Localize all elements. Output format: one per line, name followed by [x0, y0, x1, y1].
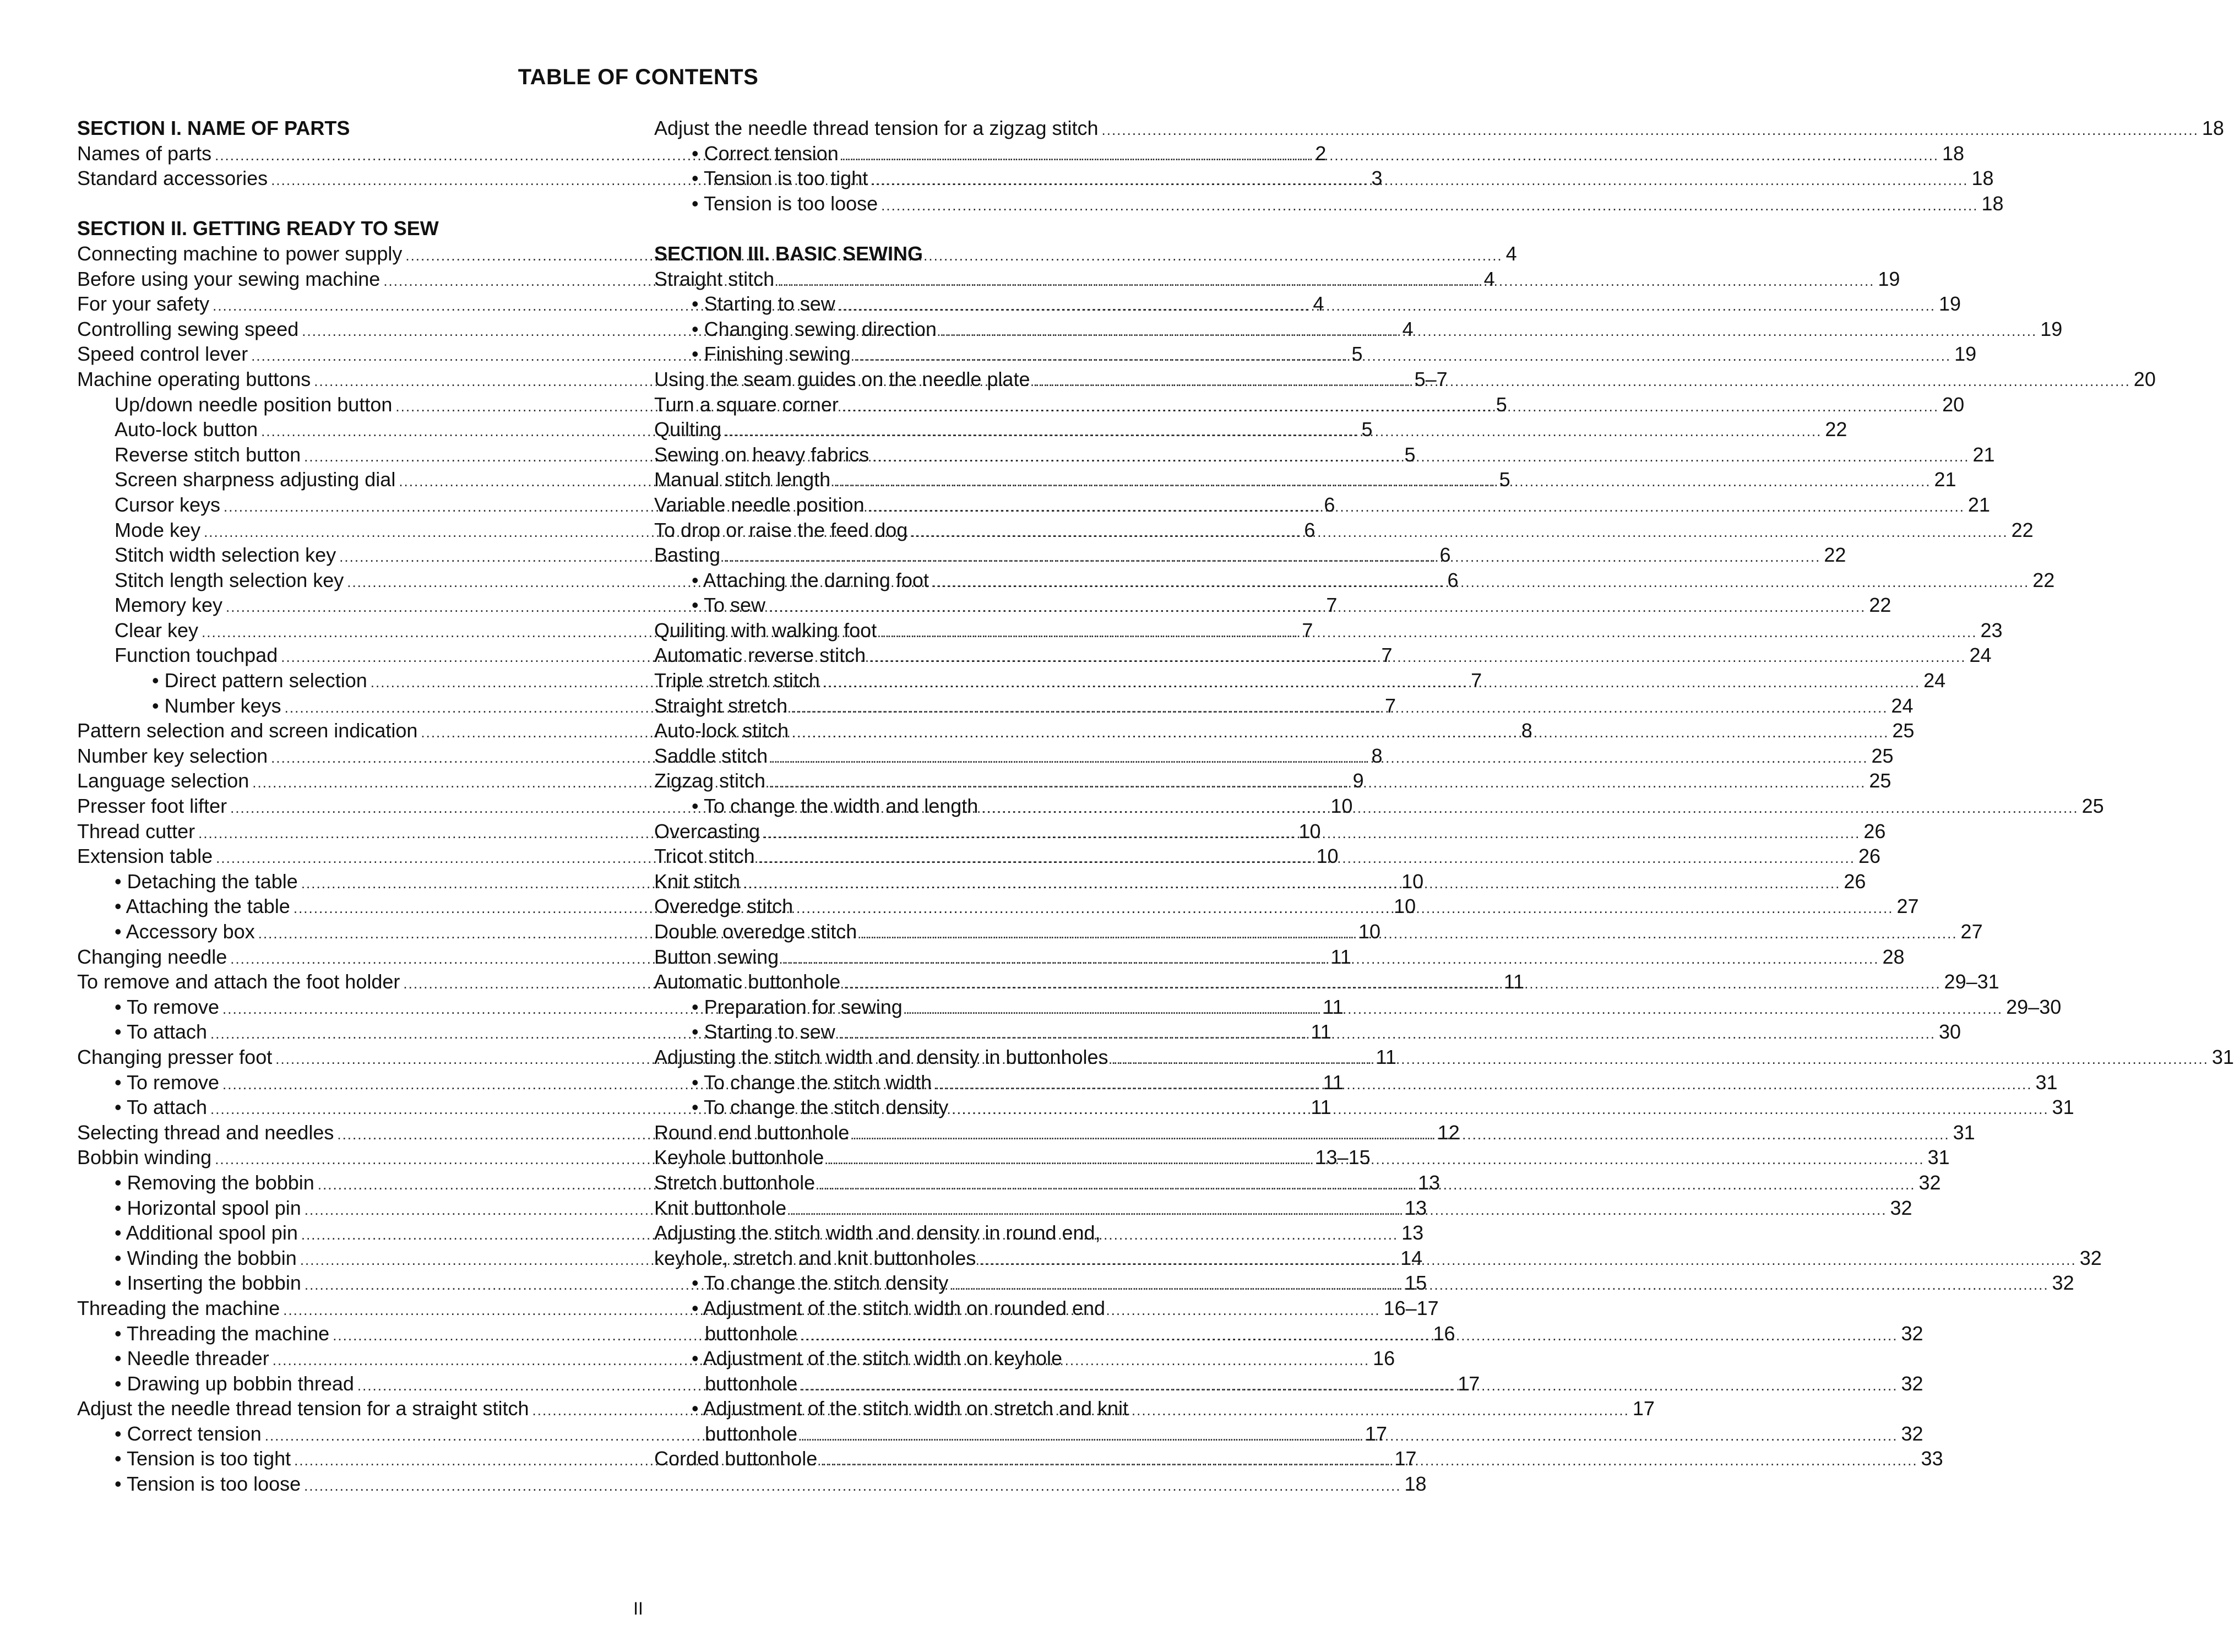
toc-entry-label: • Direct pattern selection: [152, 669, 367, 692]
dot-leader: [935, 1072, 2032, 1097]
toc-entry-label: • Starting to sew: [692, 292, 835, 316]
toc-entry-label: • Tension is too tight: [692, 167, 868, 190]
toc-entry-label: • Correct tension: [115, 1422, 262, 1445]
dot-leader: [801, 1373, 1898, 1399]
dot-leader: [844, 971, 1941, 997]
toc-entry-label: Stretch buttonhole: [654, 1171, 816, 1194]
toc-entry-page: 13–15: [1315, 1146, 1371, 1169]
section-heading: [654, 241, 1197, 267]
toc-entry-page: 5: [1404, 443, 1416, 466]
toc-entry-page: 24: [1891, 694, 1914, 717]
toc-entry-continued: [654, 1346, 1197, 1371]
toc-entry-page: 7: [1381, 644, 1393, 667]
toc-entry-page: 24: [1969, 644, 1992, 667]
toc-entry-page: 32: [2052, 1271, 2074, 1295]
toc-entry-page: 31: [1953, 1121, 1975, 1144]
toc-entry-label: • Preparation for sewing: [692, 995, 903, 1018]
toc-entry-page: 19: [1939, 292, 1961, 316]
dot-leader: [771, 746, 1868, 771]
toc-entry-label: Bobbin winding: [77, 1146, 212, 1169]
toc-entry-label: Presser foot lifter: [77, 795, 227, 818]
toc-entry-page: 8: [1521, 719, 1532, 742]
toc-entry-page: 21: [1972, 443, 1995, 466]
toc-entry-page: 13: [1418, 1171, 1441, 1194]
dot-leader: [834, 469, 1931, 494]
section-gap: [654, 216, 1197, 241]
dot-leader: [778, 269, 1874, 294]
toc-entry-page: 5: [1496, 393, 1507, 416]
toc-entry-label: Changing needle: [77, 945, 227, 968]
toc-entry-label: Auto-lock button: [115, 418, 258, 441]
toc-entry-page: 27: [1896, 895, 1919, 918]
toc-entry: [654, 542, 1846, 568]
toc-entry-label: Corded buttonhole: [654, 1447, 818, 1470]
toc-entry-label: Speed control lever: [77, 343, 248, 366]
toc-entry-label: To drop or raise the feed dog: [654, 518, 908, 541]
toc-entry-label: Function touchpad: [115, 644, 278, 667]
toc-entry-label: Screen sharpness adjusting dial: [115, 468, 396, 491]
toc-entry-label: Overcasting: [654, 819, 760, 843]
dot-leader: [872, 444, 1969, 470]
toc-entry: [654, 718, 1915, 743]
toc-entry-label: • Attaching the darning foot: [692, 568, 929, 591]
toc-entry-page: 11: [1503, 970, 1525, 993]
toc-entry-label: • To change the stitch width: [692, 1070, 932, 1094]
toc-entry-page: 8: [1371, 744, 1383, 767]
toc-entry: [654, 618, 2003, 643]
toc-entry-page: 13: [1401, 1221, 1424, 1245]
toc-entry-label: SECTION I. NAME OF PARTS: [77, 117, 350, 139]
toc-entry-page: 29–31: [1944, 970, 1999, 993]
toc-entry: [77, 1471, 1427, 1497]
toc-entry-page: 4: [1483, 267, 1495, 290]
toc-entry: [654, 768, 1891, 794]
dot-leader: [1033, 369, 2130, 394]
toc-entry-page: 2: [1315, 142, 1327, 165]
toc-entry: [654, 693, 1914, 719]
toc-entry-page: 17: [1632, 1397, 1655, 1420]
toc-entry-page: 13: [1405, 1196, 1427, 1219]
toc-entry-page: 3: [1371, 167, 1383, 190]
toc-entry-page: 32: [1901, 1372, 1923, 1395]
dot-leader: [724, 545, 1820, 570]
toc-entry-label: Quiliting with walking foot: [654, 618, 877, 642]
dot-leader: [911, 520, 2008, 545]
toc-entry-page: 32: [1901, 1322, 1923, 1345]
toc-entry: [654, 442, 1995, 468]
toc-entry-page: 10: [1358, 920, 1381, 943]
toc-entry-page: 7: [1471, 669, 1482, 692]
toc-entry-label: For your safety: [77, 292, 210, 316]
toc-entry-page: 16–17: [1383, 1296, 1439, 1319]
dot-leader: [790, 1198, 1887, 1223]
toc-entry-label: • Horizontal spool pin: [115, 1196, 301, 1219]
toc-entry-label: • To change the stitch density: [692, 1096, 949, 1119]
toc-entry-label: Button sewing: [654, 945, 779, 968]
dot-leader: [769, 595, 1866, 620]
dot-leader: [820, 1448, 1917, 1474]
toc-entry-page: 7: [1326, 594, 1338, 617]
toc-entry-label: Clear key: [115, 618, 199, 642]
dot-leader: [842, 143, 1939, 169]
toc-entry: [654, 643, 1992, 668]
toc-entry-page: 4: [1402, 317, 1414, 340]
toc-entry-label: Thread cutter: [77, 819, 195, 843]
toc-entry-page: 31: [2035, 1070, 2058, 1094]
toc-entry-page: 10: [1394, 895, 1416, 918]
toc-entry-page: 11: [1311, 1096, 1331, 1119]
toc-entry-page: 26: [1858, 845, 1881, 868]
toc-entry-label: To remove and attach the foot holder: [77, 970, 400, 993]
dot-leader: [763, 821, 1860, 846]
toc-entry: [654, 492, 1990, 518]
dot-leader: [782, 947, 1879, 972]
dot-leader: [769, 770, 1866, 796]
toc-entry-page: 21: [1967, 493, 1990, 516]
toc-entry-label: buttonhole: [705, 1422, 798, 1445]
toc-entry: [654, 467, 1956, 492]
toc-entry-page: 31: [1927, 1146, 1950, 1169]
toc-entry-page: 4: [1313, 292, 1324, 316]
toc-entry-label: • Additional spool pin: [115, 1221, 298, 1245]
dot-leader: [852, 1122, 1949, 1148]
toc-entry-label: • Accessory box: [115, 920, 255, 943]
toc-entry-label: • Adjustment of the stitch width on stretch and knit: [692, 1397, 1129, 1420]
dot-leader: [869, 645, 1966, 670]
dot-leader: [1102, 118, 2199, 143]
toc-entry-label: Number key selection: [77, 744, 268, 767]
toc-entry-label: • Needle threader: [115, 1347, 269, 1370]
dot-leader: [854, 344, 1951, 369]
dot-leader: [979, 1248, 2076, 1273]
toc-entry-page: 10: [1316, 845, 1339, 868]
toc-entry-label: Turn a square corner: [654, 393, 839, 416]
toc-entry-label: • Changing sewing direction: [692, 317, 937, 340]
toc-entry-label: • Removing the bobbin: [115, 1171, 314, 1194]
dot-leader: [871, 168, 1968, 193]
dot-leader: [818, 1172, 1915, 1198]
toc-entry-label: • To attach: [115, 1020, 208, 1044]
toc-entry-page: 31: [2052, 1096, 2074, 1119]
toc-entry-label: Standard accessories: [77, 167, 268, 190]
toc-entry-label: • To remove: [115, 995, 220, 1018]
toc-entry-page: 18: [1942, 142, 1965, 165]
toc-entry-page: 6: [1324, 493, 1335, 516]
toc-entry-label: • Adjustment of the stitch width on keyhole: [692, 1347, 1062, 1370]
dot-leader: [792, 720, 1889, 746]
toc-entry: [654, 267, 1900, 292]
toc-entry: [654, 116, 2224, 141]
toc-entry-label: Auto-lock stitch: [654, 719, 789, 742]
dot-leader: [842, 394, 1939, 420]
toc-entry-label: Adjusting the stitch width and density in buttonholes: [654, 1045, 1108, 1068]
toc-entry-label: Knit stitch: [654, 870, 741, 893]
dot-leader: [1112, 1047, 2209, 1072]
toc-entry-label: Sewing on heavy fabrics: [654, 443, 869, 466]
toc-entry-page: 22: [2032, 568, 2055, 591]
toc-entry-page: 32: [1901, 1422, 1923, 1445]
toc-entry-page: 11: [1311, 1020, 1331, 1044]
toc-entry-label: Memory key: [115, 594, 223, 617]
toc-entry-page: 10: [1401, 870, 1424, 893]
toc-entry-page: 18: [2202, 117, 2224, 139]
toc-entry-page: 26: [1844, 870, 1866, 893]
toc-entry-page: 19: [1954, 343, 1977, 366]
toc-entry-page: 11: [1376, 1045, 1396, 1068]
toc-entry-label: • To remove: [115, 1070, 220, 1094]
toc-entry-page: 17: [1394, 1447, 1417, 1470]
toc-entry-page: 27: [1960, 920, 1983, 943]
toc-entry: [654, 668, 1946, 693]
toc-entry-label: Threading the machine: [77, 1296, 280, 1319]
toc-entry-page: 14: [1400, 1246, 1423, 1269]
toc-entry-label: Round end buttonhole: [654, 1121, 850, 1144]
dot-leader: [725, 419, 1822, 444]
toc-entry-label: Variable needle position: [654, 493, 865, 516]
toc-entry-label: Machine operating buttons: [77, 367, 311, 390]
section-heading: [77, 116, 618, 141]
toc-entry-page: 22: [1824, 544, 1846, 567]
dot-leader: [827, 1147, 1924, 1172]
toc-entry-label: Basting: [654, 544, 721, 567]
toc-entry-page: 20: [2133, 367, 2156, 390]
toc-entry-label: Triple stretch stitch: [654, 669, 820, 692]
toc-entry-page: 25: [1892, 719, 1915, 742]
toc-entry-label: Controlling sewing speed: [77, 317, 299, 340]
toc-entry-label: • Correct tension: [692, 142, 839, 165]
toc-entry-label: • Starting to sew: [692, 1020, 835, 1044]
toc-entry-label: Names of parts: [77, 142, 212, 165]
toc-entry-page: 19: [2040, 317, 2063, 340]
toc-entry-label: Quilting: [654, 418, 722, 441]
dot-leader: [839, 294, 1936, 319]
toc-entry-page: 11: [1323, 1070, 1344, 1094]
toc-entry-label: Keyhole buttonhole: [654, 1146, 824, 1169]
toc-entry-label: Straight stitch: [654, 267, 775, 290]
toc-entry-page: 6: [1447, 568, 1459, 591]
toc-entry-label: Reverse stitch button: [115, 443, 301, 466]
toc-entry-page: 21: [1934, 468, 1956, 491]
toc-entry-label: • Tension is too loose: [692, 192, 878, 215]
toc-entry-label: Up/down needle position button: [115, 393, 393, 416]
dot-leader: [823, 670, 1920, 695]
toc-entry: [654, 166, 1994, 191]
toc-entry-label: keyhole, stretch and knit buttonholes: [654, 1246, 976, 1269]
toc-entry-page: 5: [1361, 418, 1373, 441]
toc-entry: [654, 141, 1965, 166]
dot-leader: [981, 796, 2078, 821]
toc-entry-label: buttonhole: [705, 1322, 798, 1345]
toc-entry: [654, 341, 1977, 367]
dot-leader: [791, 695, 1888, 721]
toc-entry-label: Adjust the needle thread tension for a straight stitch: [77, 1397, 529, 1420]
toc-entry: [654, 518, 2034, 543]
toc-entry-label: Saddle stitch: [654, 744, 768, 767]
toc-entry-label: Adjusting the stitch width and density in round end,: [654, 1221, 1101, 1245]
toc-entry-label: • Finishing sewing: [692, 343, 851, 366]
toc-entry-page: 17: [1458, 1372, 1480, 1395]
toc-entry-page: 33: [1921, 1447, 1943, 1470]
toc-entry-label: • Detaching the table: [115, 870, 298, 893]
dot-leader: [868, 494, 1965, 520]
toc-entry-page: 6: [1304, 518, 1316, 541]
toc-entry-page: 22: [2011, 518, 2034, 541]
toc-entry-page: 25: [1869, 769, 1891, 792]
toc-entry-page: 16: [1433, 1322, 1455, 1345]
toc-entry-page: 22: [1869, 594, 1891, 617]
toc-entry-page: 5: [1351, 343, 1363, 366]
toc-entry-page: 30: [1939, 1020, 1961, 1044]
toc-entry: [654, 191, 2004, 216]
toc-entry-page: 26: [1863, 819, 1886, 843]
toc-entry-continued: [654, 1396, 1197, 1421]
toc-entry: [654, 392, 1965, 417]
toc-entry-label: Stitch length selection key: [115, 568, 344, 591]
toc-entry-label: Overedge stitch: [654, 895, 793, 918]
dot-leader: [932, 570, 2029, 595]
toc-entry-label: Knit buttonhole: [654, 1196, 787, 1219]
toc-entry: [654, 743, 1894, 769]
dot-leader: [801, 1323, 1898, 1349]
toc-entry-page: 18: [1971, 167, 1994, 190]
dot-leader: [952, 1097, 2048, 1122]
page-number: II: [633, 1599, 643, 1618]
toc-entry-page: 6: [1439, 544, 1451, 567]
toc-entry-page: 23: [1980, 618, 2003, 642]
toc-entry-label: • To change the width and length: [692, 795, 979, 818]
toc-entry-label: Changing presser foot: [77, 1045, 273, 1068]
toc-entry-page: 20: [1942, 393, 1965, 416]
toc-entry-label: SECTION III. BASIC SEWING: [654, 242, 923, 265]
toc-entry-label: • Number keys: [152, 694, 281, 717]
toc-entry-page: 10: [1298, 819, 1321, 843]
dot-leader: [743, 871, 1840, 896]
toc-entry-page: 24: [1923, 669, 1946, 692]
dot-leader: [304, 1474, 1401, 1499]
dot-leader: [839, 1021, 1936, 1047]
toc-entry-label: Selecting thread and needles: [77, 1121, 334, 1144]
toc-entry-label: Using the seam guides on the needle plate: [654, 367, 1030, 390]
toc-entry-page: 19: [1878, 267, 1900, 290]
toc-entry: [654, 593, 1891, 618]
toc-entry-page: 4: [1505, 242, 1517, 265]
toc-entry-page: 15: [1405, 1271, 1427, 1295]
toc-entry-label: Zigzag stitch: [654, 769, 766, 792]
toc-entry-label: • Tension is too loose: [115, 1472, 301, 1496]
toc-entry-label: • Threading the machine: [115, 1322, 330, 1345]
toc-entry-page: 32: [1890, 1196, 1912, 1219]
toc-entry-label: buttonhole: [705, 1372, 798, 1395]
toc-entry-page: 29–30: [2006, 995, 2062, 1018]
dot-leader: [801, 1423, 1898, 1449]
dot-leader: [796, 896, 1893, 921]
toc-entry-label: Tricot stitch: [654, 845, 755, 868]
dot-leader: [881, 193, 1978, 219]
toc-entry-page: 5–7: [1414, 367, 1448, 390]
toc-entry-label: Stitch width selection key: [115, 544, 336, 567]
toc-entry-continued: [654, 1220, 1197, 1246]
toc-entry-page: 18: [1404, 1472, 1427, 1496]
page-title: TABLE OF CONTENTS: [518, 65, 759, 89]
dot-leader: [940, 319, 2037, 344]
toc-entry-continued: [654, 1296, 1197, 1321]
toc-entry-page: 18: [1981, 192, 2004, 215]
toc-entry-label: Automatic reverse stitch: [654, 644, 866, 667]
toc-entry-label: SECTION II. GETTING READY TO SEW: [77, 217, 439, 240]
dot-leader: [906, 997, 2003, 1022]
toc-entry-label: Cursor keys: [115, 493, 221, 516]
toc-entry-page: 7: [1302, 618, 1313, 642]
toc-entry-label: Adjust the needle thread tension for a zigzag stitch: [654, 117, 1099, 139]
toc-entry-page: 17: [1365, 1422, 1388, 1445]
toc-entry-label: • Inserting the bobbin: [115, 1271, 301, 1295]
toc-entry: [654, 291, 1961, 317]
toc-entry-page: 31: [2211, 1045, 2234, 1068]
toc-entry: [654, 568, 2055, 593]
toc-entry-label: • Tension is too tight: [115, 1447, 291, 1470]
section-heading: [77, 216, 618, 241]
toc-entry-label: • Attaching the table: [115, 895, 290, 918]
toc-entry-label: Pattern selection and screen indication: [77, 719, 418, 742]
toc-entry-label: • To change the stitch density: [692, 1271, 949, 1295]
toc-entry-label: Connecting machine to power supply: [77, 242, 403, 265]
toc-entry-label: Mode key: [115, 518, 201, 541]
toc-entry: [654, 317, 2063, 342]
toc-entry-label: • To attach: [115, 1096, 208, 1119]
toc-entry-label: Manual stitch length: [654, 468, 831, 491]
toc-entry-label: Double overedge stitch: [654, 920, 857, 943]
toc-entry-page: 10: [1330, 795, 1353, 818]
toc-entry-page: 11: [1330, 945, 1351, 968]
toc-entry-label: • Drawing up bobbin thread: [115, 1372, 354, 1395]
toc-entry-label: Language selection: [77, 769, 249, 792]
toc-entry-label: • Winding the bobbin: [115, 1246, 297, 1269]
toc-entry-label: Extension table: [77, 845, 213, 868]
toc-entry-page: 7: [1384, 694, 1396, 717]
toc-entry-label: Straight stretch: [654, 694, 788, 717]
dot-leader: [880, 620, 1977, 645]
toc-entry: [654, 417, 1847, 442]
toc-entry-label: Before using your sewing machine: [77, 267, 381, 290]
toc-entry-page: 16: [1373, 1347, 1395, 1370]
dot-leader: [860, 921, 1957, 947]
toc-entry-page: 32: [2079, 1246, 2102, 1269]
toc-entry-page: 25: [1871, 744, 1894, 767]
toc-entry-page: 11: [1323, 995, 1344, 1018]
section-gap: [77, 191, 618, 216]
toc-entry-page: 12: [1437, 1121, 1460, 1144]
toc-entry-page: 9: [1352, 769, 1364, 792]
toc-entry-page: 5: [1499, 468, 1510, 491]
dot-leader: [952, 1273, 2048, 1298]
toc-entry-label: Automatic buttonhole: [654, 970, 841, 993]
toc-entry-page: 22: [1825, 418, 1847, 441]
toc-entry-page: 25: [2081, 795, 2104, 818]
toc-entry-label: • To sew: [692, 594, 765, 617]
toc-entry-page: 28: [1882, 945, 1905, 968]
dot-leader: [758, 846, 1855, 871]
toc-entry-page: 32: [1918, 1171, 1941, 1194]
toc-entry-label: • Adjustment of the stitch width on rounded end: [692, 1296, 1106, 1319]
